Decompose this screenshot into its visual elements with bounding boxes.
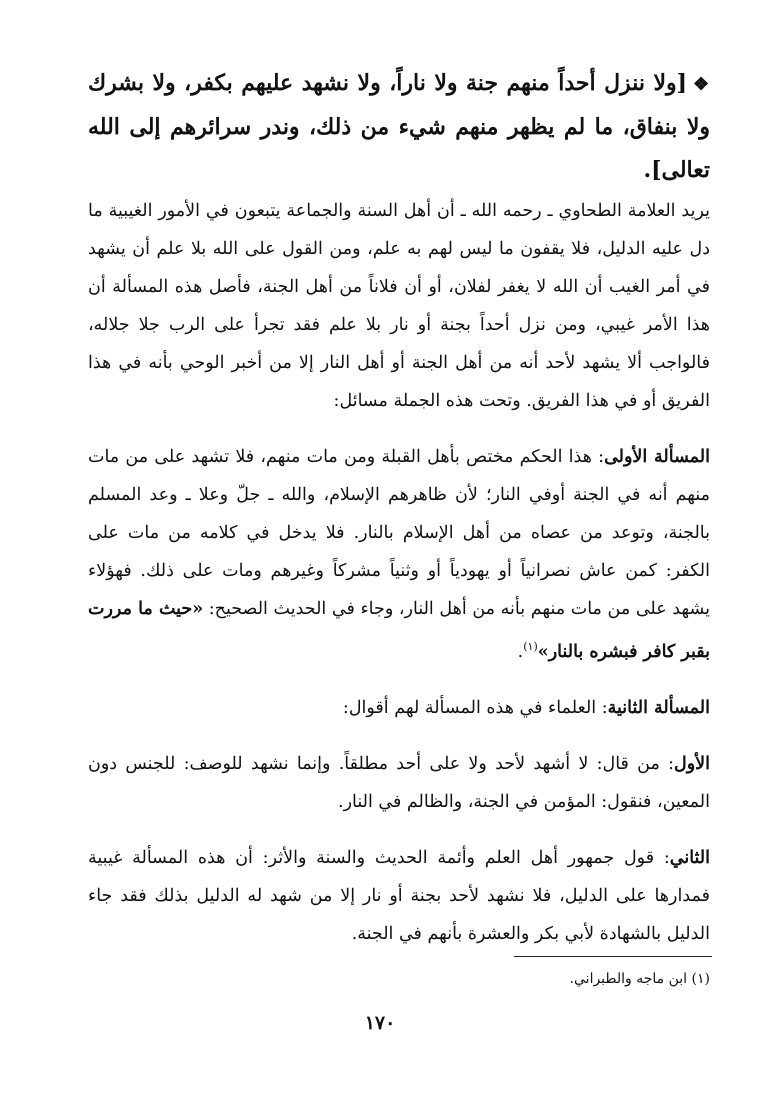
opinion-one-label: الأول <box>673 753 710 774</box>
creed-text: [ولا ننزل أحداً منهم جنة ولا ناراً، ولا نشهد عليهم بكفر، ولا بشرك ولا بنفاق، ما لم يظهر منهم شيء من ذلك، وندر سرائرهم إلى الله تعالى]. <box>88 70 710 183</box>
issue-one-end: . <box>517 641 524 662</box>
four-diamond-bullet-icon: ❖ <box>693 74 710 95</box>
footnote-text: ابن ماجه والطبراني. <box>569 971 688 987</box>
issue-two-paragraph <box>88 689 710 727</box>
issue-one-label: المسألة الأولى <box>604 447 710 467</box>
intro-paragraph: يريد العلامة الطحاوي ـ رحمه الله ـ أن أهل السنة والجماعة يتبعون في الأمور الغيبية ما دل عليه الدليل، فلا يقفون ما ليس لهم به علم، ومن القول على الله بلا علم أن يشهد في أمر الغيب أن الله لا يغفر لفلان، أو أن فلاناً من أهل الجنة، فأصل هذه المسألة أن هذا الأمر غيبي، ومن نزل أحداً بجنة أو نار بلا علم فقد تجرأ على الرب جلا جلاله، فالواجب ألا يشهد لأحد أنه من أهل الجنة أو أهل النار إلا من أخبر الوحي بأنه في هذا الفريق أو في هذا الفريق. وتحت هذه الجملة مسائل: <box>88 201 710 411</box>
footnote-marker: (١) <box>691 971 710 987</box>
footnote-divider <box>514 956 712 957</box>
opinion-two-label: الثاني <box>669 847 710 868</box>
issue-two-label: المسألة الثانية <box>607 697 710 718</box>
issue-one-text: : هذا الحكم مختص بأهل القبلة ومن مات منهم، فلا تشهد على من مات منهم أنه في الجنة أوفي النار؛ لأن ظاهرهم الإسلام، والله ـ جلّ وعلا ـ وعد المسلم بالجنة، وتوعد من عصاه من أهل الإسلام بالنار. فلا يدخل في كلامه من مات على الكفر: كمن عاش نصرانياً أو يهودياً أو وثنياً مشركاً وغيرهم ومات على ذلك. فهؤلاء يشهد على من مات منهم بأنه من أهل النار، وجاء في الحديث الصحيح: <box>88 447 710 619</box>
page-body <box>88 62 710 953</box>
page-number: ١٧٠ <box>364 1012 396 1034</box>
hadith-quote: «حيث ما مررت بقبر كافر فبشره بالنار» <box>88 599 710 662</box>
opinion-two-text: : قول جمهور أهل العلم وأئمة الحديث والسنة والأثر: أن هذه المسألة غيبية فمدارها على الدليل، فلا نشهد لأحد بجنة أو نار إلا من شهد له الدليل بذلك فقد جاء الدليل بالشهادة لأبي بكر والعشرة بأنهم في الجنة. <box>88 847 710 944</box>
quoted-creed-text <box>88 62 710 192</box>
issue-one-paragraph <box>88 438 710 671</box>
footnote <box>88 968 710 990</box>
issue-two-text: : العلماء في هذه المسألة لهم أقوال: <box>342 697 608 718</box>
footnote-reference[interactable]: (١) <box>523 640 538 653</box>
opinion-one-text: : من قال: لا أشهد لأحد ولا على أحد مطلقاً. وإنما نشهد للوصف: للجنس دون المعين، فنقول: المؤمن في الجنة، والظالم في النار. <box>88 753 710 812</box>
opinion-two-paragraph <box>88 839 710 953</box>
opinion-one-paragraph <box>88 745 710 821</box>
